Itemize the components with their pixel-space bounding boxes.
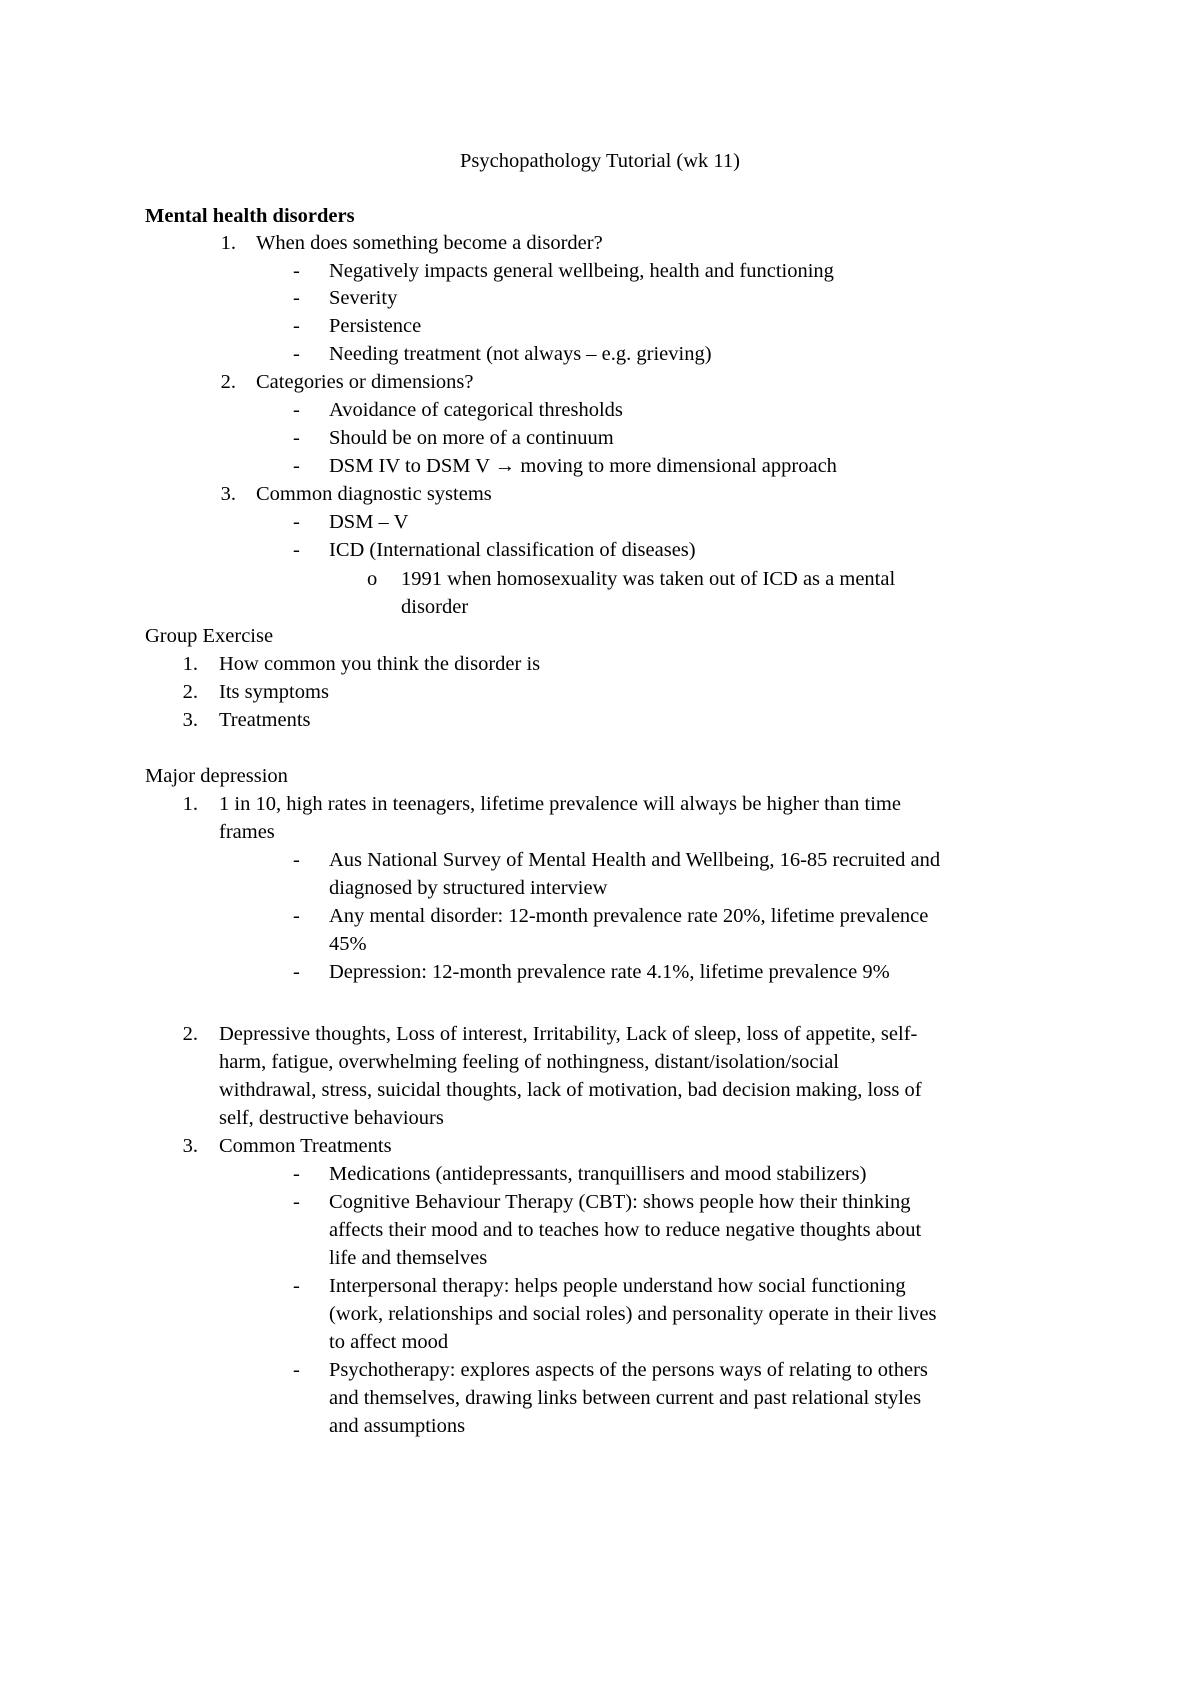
bullet-item-cont: affects their mood and to teaches how to reduce negative thoughts about [329,1219,922,1241]
list-number: 3. [182,1135,198,1157]
dash-bullet: - [293,260,300,282]
list-number: 1. [182,653,198,675]
dash-bullet: - [293,427,300,449]
bullet-item: Needing treatment (not always – e.g. grieving) [329,343,712,365]
dash-bullet: - [293,961,300,983]
dash-bullet: - [293,849,300,871]
list-item: Categories or dimensions? [256,371,474,393]
bullet-item: Severity [329,287,398,309]
list-item: Treatments [219,709,311,731]
dash-bullet: - [293,343,300,365]
list-number: 1. [182,793,198,815]
bullet-item: Persistence [329,315,422,337]
list-item: Its symptoms [219,681,329,703]
list-item: Depressive thoughts, Loss of interest, Irritability, Lack of sleep, loss of appetite, self- [219,1023,918,1045]
bullet-item: ICD (International classification of diseases) [329,539,696,561]
dash-bullet: - [293,511,300,533]
page-title: Psychopathology Tutorial (wk 11) [460,150,740,172]
bullet-item: DSM – V [329,511,409,533]
dash-bullet: - [293,905,300,927]
list-item-cont: harm, fatigue, overwhelming feeling of nothingness, distant/isolation/social [219,1051,839,1073]
bullet-item: Aus National Survey of Mental Health and Wellbeing, 16-85 recruited and [329,849,941,871]
bullet-item: Interpersonal therapy: helps people understand how social functioning [329,1275,906,1297]
bullet-item-cont: to affect mood [329,1331,449,1353]
sub-bullet-item: 1991 when homosexuality was taken out of ICD as a mental [401,568,896,590]
dash-bullet: - [293,315,300,337]
bullet-item-cont: 45% [329,933,367,955]
bullet-item: Avoidance of categorical thresholds [329,399,623,421]
section-heading-major-depression: Major depression [145,765,288,787]
list-item-cont: frames [219,821,275,843]
dash-bullet: - [293,1359,300,1381]
bullet-item: Any mental disorder: 12-month prevalence rate 20%, lifetime prevalence [329,905,929,927]
dash-bullet: - [293,1275,300,1297]
list-item: Common Treatments [219,1135,392,1157]
list-number: 3. [220,483,236,505]
list-number: 3. [182,709,198,731]
bullet-item: Negatively impacts general wellbeing, health and functioning [329,260,834,282]
section-heading-mental-health: Mental health disorders [145,205,355,227]
dash-bullet: - [293,1191,300,1213]
dash-bullet: - [293,1163,300,1185]
section-heading-group-exercise: Group Exercise [145,625,274,647]
sub-bullet: o [367,568,378,590]
bullet-item: DSM IV to DSM V → moving to more dimensional approach [329,455,837,477]
sub-bullet-item-cont: disorder [401,596,469,618]
dash-bullet: - [293,399,300,421]
list-item: 1 in 10, high rates in teenagers, lifetime prevalence will always be higher than time [219,793,901,815]
bullet-item: Should be on more of a continuum [329,427,614,449]
bullet-item: Depression: 12-month prevalence rate 4.1%, lifetime prevalence 9% [329,961,890,983]
bullet-item-cont: and themselves, drawing links between current and past relational styles [329,1387,922,1409]
list-item-cont: self, destructive behaviours [219,1107,444,1129]
list-number: 2. [182,681,198,703]
list-number: 2. [220,371,236,393]
bullet-item: Cognitive Behaviour Therapy (CBT): shows people how their thinking [329,1191,911,1213]
dash-bullet: - [293,287,300,309]
list-item: Common diagnostic systems [256,483,492,505]
list-item-cont: withdrawal, stress, suicidal thoughts, lack of motivation, bad decision making, loss of [219,1079,922,1101]
dash-bullet: - [293,455,300,477]
bullet-item: Psychotherapy: explores aspects of the persons ways of relating to others [329,1359,928,1381]
bullet-item: Medications (antidepressants, tranquillisers and mood stabilizers) [329,1163,867,1185]
bullet-item-cont: life and themselves [329,1247,488,1269]
dash-bullet: - [293,539,300,561]
bullet-item-cont: diagnosed by structured interview [329,877,608,899]
list-number: 2. [182,1023,198,1045]
list-item: When does something become a disorder? [256,232,603,254]
list-number: 1. [220,232,236,254]
bullet-item-cont: (work, relationships and social roles) and personality operate in their lives [329,1303,937,1325]
list-item: How common you think the disorder is [219,653,541,675]
bullet-item-cont: and assumptions [329,1415,466,1437]
